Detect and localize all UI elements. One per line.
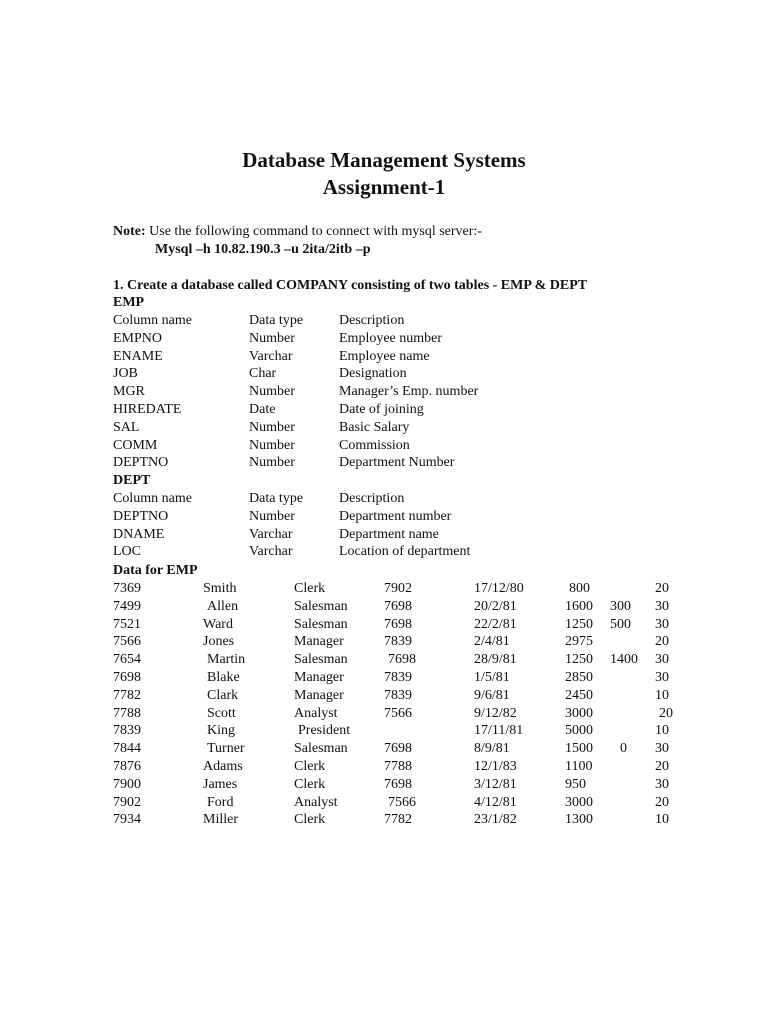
emp-mgr-cell: 7698 <box>384 741 412 757</box>
emp-deptno-cell: 30 <box>655 598 669 614</box>
emp-schema-row <box>0 384 768 402</box>
emp-sal-cell: 5000 <box>565 723 593 739</box>
emp-schema-column-name-cell: DEPTNO <box>113 455 169 471</box>
emp-schema-row <box>0 402 768 420</box>
emp-sal-cell: 2450 <box>565 687 593 703</box>
emp-data-row <box>0 812 768 830</box>
note-text: Use the following command to connect with mysql server:- <box>145 224 482 239</box>
emp-sal-cell: 3000 <box>565 794 593 810</box>
emp-schema-data-type-cell: Date <box>249 402 276 417</box>
emp-schema-column-name-cell: SAL <box>113 419 140 435</box>
emp-data-row <box>0 688 768 706</box>
emp-comm-cell: 500 <box>610 616 631 632</box>
emp-ename-cell: Jones <box>203 634 235 650</box>
emp-empno-cell: 7654 <box>113 652 141 668</box>
emp-sal-cell: 1250 <box>565 616 593 632</box>
emp-schema-description-cell: Date of joining <box>339 402 424 417</box>
emp-deptno-cell: 30 <box>655 741 669 757</box>
emp-sal-cell: 950 <box>565 776 586 792</box>
emp-deptno-cell: 20 <box>659 705 673 721</box>
emp-comm-cell: 0 <box>620 741 627 757</box>
dept-schema-column-name-cell: DEPTNO <box>113 508 169 524</box>
dept-schema-column-name-cell: DNAME <box>113 526 165 542</box>
emp-empno-cell: 7844 <box>113 741 141 757</box>
emp-sal-cell: 1500 <box>565 741 593 757</box>
emp-sal-cell: 1100 <box>565 759 593 774</box>
emp-mgr-cell: 7782 <box>384 812 412 828</box>
dept-heading: DEPT <box>113 473 151 488</box>
dept-schema-header-row <box>0 491 768 509</box>
emp-empno-cell: 7698 <box>113 670 141 685</box>
emp-hiredate-cell: 12/1/83 <box>474 759 517 774</box>
emp-deptno-cell: 30 <box>655 670 669 685</box>
emp-schema-header-row <box>0 313 768 331</box>
dept-schema-description-cell: Description <box>339 491 405 506</box>
dept-schema-data-type-cell: Data type <box>249 491 304 506</box>
emp-job-cell: Analyst <box>294 705 338 721</box>
emp-schema-description-cell: Commission <box>339 437 410 453</box>
emp-schema-row <box>0 349 768 367</box>
emp-data-row <box>0 741 768 759</box>
emp-schema-description-cell: Employee name <box>339 348 430 364</box>
emp-hiredate-cell: 28/9/81 <box>474 652 517 668</box>
emp-mgr-cell: 7788 <box>384 759 412 774</box>
emp-empno-cell: 7566 <box>113 634 141 650</box>
emp-sal-cell: 2975 <box>565 634 593 650</box>
emp-sal-cell: 2850 <box>565 670 593 685</box>
emp-schema-column-name-cell: MGR <box>113 384 145 400</box>
emp-data-row <box>0 581 768 599</box>
emp-job-cell: Clerk <box>294 581 326 596</box>
dept-schema-description-cell: Department number <box>339 508 452 524</box>
emp-job-cell: Manager <box>294 687 344 703</box>
emp-deptno-cell: 20 <box>655 759 669 774</box>
emp-empno-cell: 7839 <box>113 723 141 739</box>
emp-data-row <box>0 634 768 652</box>
dept-schema-description-cell: Department name <box>339 526 439 542</box>
emp-schema-description-cell: Employee number <box>339 330 443 346</box>
emp-data-row <box>0 670 768 688</box>
dept-schema-data-type-cell: Number <box>249 508 295 524</box>
emp-hiredate-cell: 9/12/82 <box>474 705 517 721</box>
emp-schema-column-name-cell: Column name <box>113 313 192 328</box>
emp-schema-data-type-cell: Char <box>249 366 277 382</box>
emp-job-cell: Salesman <box>294 652 348 668</box>
emp-job-cell: Salesman <box>294 741 348 757</box>
emp-hiredate-cell: 3/12/81 <box>474 776 517 792</box>
question-1: 1. Create a database called COMPANY consisting of two tables - EMP & DEPT <box>113 278 588 293</box>
emp-data-row <box>0 759 768 777</box>
emp-job-cell: President <box>298 723 351 739</box>
emp-data-row <box>0 706 768 724</box>
emp-sal-cell: 1600 <box>565 598 593 614</box>
emp-job-cell: Manager <box>294 634 344 650</box>
emp-schema-row <box>0 455 768 473</box>
emp-schema-column-name-cell: JOB <box>113 366 138 382</box>
dept-schema-data-type-cell: Varchar <box>249 544 293 560</box>
emp-ename-cell: Scott <box>207 705 236 721</box>
emp-deptno-cell: 10 <box>655 723 669 739</box>
dept-schema-column-name-cell: LOC <box>113 544 141 560</box>
emp-schema-description-cell: Manager’s Emp. number <box>339 384 479 400</box>
emp-deptno-cell: 10 <box>655 812 669 828</box>
emp-ename-cell: Adams <box>203 759 243 774</box>
emp-job-cell: Salesman <box>294 616 348 632</box>
emp-deptno-cell: 20 <box>655 634 669 650</box>
emp-job-cell: Salesman <box>294 598 348 614</box>
emp-data-row <box>0 723 768 741</box>
dept-schema-row <box>0 527 768 545</box>
emp-schema-description-cell: Designation <box>339 366 407 382</box>
emp-empno-cell: 7902 <box>113 794 141 810</box>
dept-schema-column-name-cell: Column name <box>113 491 192 506</box>
emp-comm-cell: 1400 <box>610 652 638 668</box>
emp-data-row <box>0 795 768 813</box>
emp-mgr-cell: 7698 <box>384 776 412 792</box>
emp-schema-column-name-cell: COMM <box>113 437 158 453</box>
emp-deptno-cell: 20 <box>655 794 669 810</box>
emp-schema-column-name-cell: ENAME <box>113 348 163 364</box>
emp-mgr-cell: 7839 <box>384 670 412 685</box>
emp-ename-cell: Blake <box>207 670 240 685</box>
emp-data-row <box>0 599 768 617</box>
emp-empno-cell: 7521 <box>113 616 141 632</box>
emp-empno-cell: 7369 <box>113 581 141 596</box>
emp-ename-cell: James <box>203 776 238 792</box>
emp-ename-cell: Allen <box>207 598 239 614</box>
emp-ename-cell: Turner <box>207 741 245 757</box>
emp-deptno-cell: 30 <box>655 776 669 792</box>
emp-data-row <box>0 652 768 670</box>
emp-hiredate-cell: 22/2/81 <box>474 616 517 632</box>
emp-schema-row <box>0 420 768 438</box>
emp-job-cell: Clerk <box>294 776 326 792</box>
emp-schema-data-type-cell: Number <box>249 455 295 471</box>
dept-schema-description-cell: Location of department <box>339 544 471 560</box>
emp-schema-column-name-cell: HIREDATE <box>113 402 182 417</box>
emp-schema-column-name-cell: EMPNO <box>113 330 163 346</box>
document-title: Database Management Systems <box>242 148 526 172</box>
document-subtitle: Assignment-1 <box>322 175 446 199</box>
emp-heading: EMP <box>113 295 145 310</box>
emp-deptno-cell: 20 <box>655 581 669 596</box>
emp-hiredate-cell: 9/6/81 <box>474 687 510 703</box>
emp-schema-row <box>0 331 768 349</box>
emp-hiredate-cell: 2/4/81 <box>474 634 510 650</box>
emp-empno-cell: 7788 <box>113 705 141 721</box>
emp-data-row <box>0 617 768 635</box>
emp-ename-cell: King <box>207 723 235 739</box>
emp-hiredate-cell: 17/11/81 <box>474 723 524 739</box>
emp-mgr-cell: 7566 <box>384 705 412 721</box>
emp-mgr-cell: 7902 <box>384 581 412 596</box>
emp-hiredate-cell: 4/12/81 <box>474 794 517 810</box>
emp-schema-data-type-cell: Number <box>249 384 295 400</box>
emp-empno-cell: 7782 <box>113 687 141 703</box>
emp-schema-description-cell: Basic Salary <box>339 419 410 435</box>
emp-empno-cell: 7876 <box>113 759 141 774</box>
emp-schema-data-type-cell: Number <box>249 419 295 435</box>
emp-deptno-cell: 30 <box>655 652 669 668</box>
connect-command: Mysql –h 10.82.190.3 –u 2ita/2itb –p <box>155 242 371 257</box>
emp-hiredate-cell: 20/2/81 <box>474 598 517 614</box>
emp-schema-description-cell: Department Number <box>339 455 455 471</box>
emp-mgr-cell: 7698 <box>384 616 412 632</box>
emp-ename-cell: Martin <box>207 652 246 668</box>
emp-empno-cell: 7934 <box>113 812 141 828</box>
emp-empno-cell: 7499 <box>113 598 141 614</box>
emp-ename-cell: Ward <box>203 616 233 632</box>
emp-mgr-cell: 7566 <box>388 794 416 810</box>
emp-ename-cell: Miller <box>203 812 238 828</box>
emp-job-cell: Clerk <box>294 759 326 774</box>
emp-data-row <box>0 777 768 795</box>
emp-schema-data-type-cell: Number <box>249 330 295 346</box>
dept-schema-row <box>0 544 768 562</box>
emp-hiredate-cell: 8/9/81 <box>474 741 510 757</box>
emp-sal-cell: 1300 <box>565 812 593 828</box>
emp-sal-cell: 3000 <box>565 705 593 721</box>
emp-comm-cell: 300 <box>610 598 631 614</box>
data-heading: Data for EMP <box>113 563 198 578</box>
dept-schema-row <box>0 509 768 527</box>
emp-deptno-cell: 30 <box>655 616 669 632</box>
dept-schema-data-type-cell: Varchar <box>249 526 293 542</box>
emp-schema-data-type-cell: Data type <box>249 313 304 328</box>
note-line <box>113 224 482 240</box>
emp-hiredate-cell: 23/1/82 <box>474 812 517 828</box>
emp-job-cell: Clerk <box>294 812 326 828</box>
emp-job-cell: Analyst <box>294 794 338 810</box>
emp-job-cell: Manager <box>294 670 344 685</box>
emp-sal-cell: 1250 <box>565 652 593 668</box>
emp-ename-cell: Clark <box>207 687 239 703</box>
emp-schema-row <box>0 438 768 456</box>
emp-mgr-cell: 7698 <box>388 652 416 668</box>
emp-sal-cell: 800 <box>569 581 590 596</box>
emp-schema-data-type-cell: Varchar <box>249 348 293 364</box>
emp-schema-row <box>0 366 768 384</box>
emp-hiredate-cell: 1/5/81 <box>474 670 510 685</box>
emp-hiredate-cell: 17/12/80 <box>474 581 524 596</box>
note-label: Note: <box>113 224 146 239</box>
emp-schema-data-type-cell: Number <box>249 437 295 453</box>
emp-mgr-cell: 7839 <box>384 634 412 650</box>
emp-mgr-cell: 7839 <box>384 687 412 703</box>
emp-ename-cell: Smith <box>203 581 237 596</box>
emp-deptno-cell: 10 <box>655 687 669 703</box>
emp-mgr-cell: 7698 <box>384 598 412 614</box>
emp-ename-cell: Ford <box>207 794 234 810</box>
emp-schema-description-cell: Description <box>339 313 405 328</box>
emp-empno-cell: 7900 <box>113 776 141 792</box>
